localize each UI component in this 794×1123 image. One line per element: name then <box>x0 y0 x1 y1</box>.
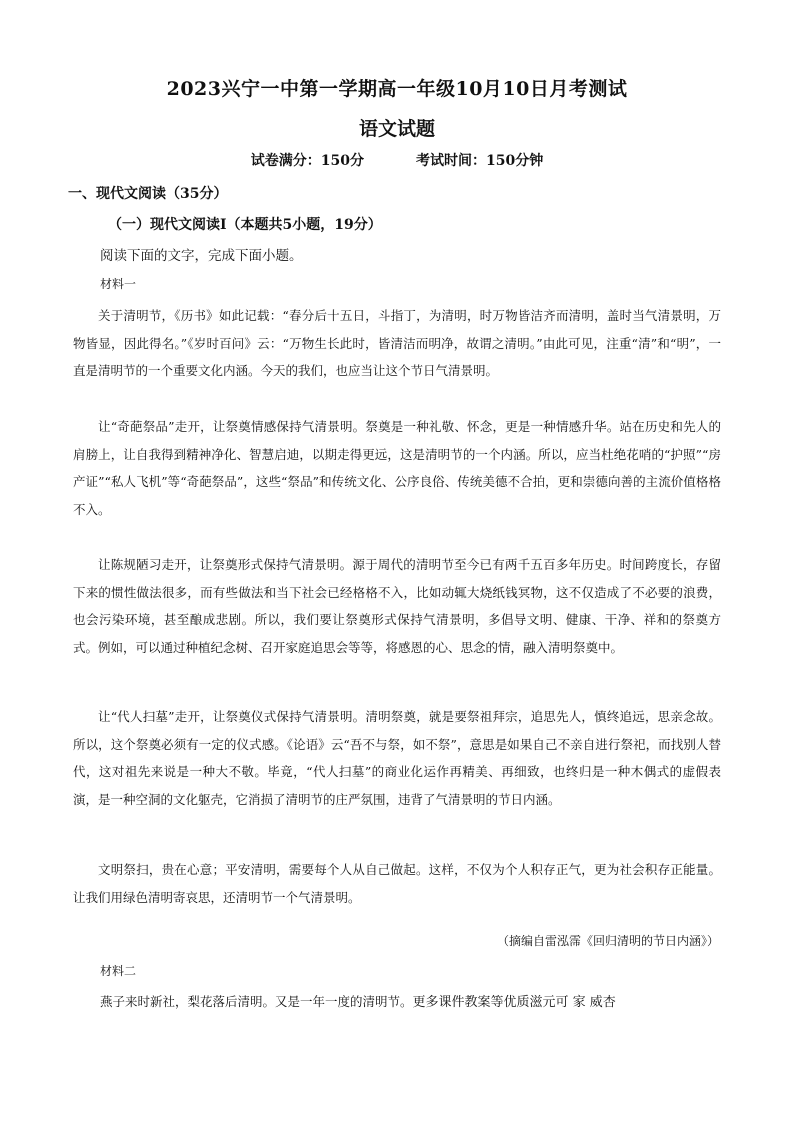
material-one-paragraph: 让“奇葩祭品”走开，让祭奠情感保持气清景明。祭奠是一种礼敬、怀念，更是一种情感升华。站在历史和先人的肩膀上，让自我得到精神净化、智慧启迪，以期走得更远，这是清明节的一个内涵。所以，应当杜绝花哨的“护照”“房产证”“私人飞机”等“奇葩祭品”，这些“祭品”和传统文化、公序良俗、传统美德不合拍，更和崇德向善的主流价值格格不入。 <box>73 419 721 518</box>
material-two-label: 材料二 <box>100 964 137 978</box>
full-score: 试卷满分：150分 <box>250 153 364 169</box>
material-one-label: 材料一 <box>100 277 137 291</box>
material-one-source: （摘编自雷泓霈《回归清明的节日内涵》） <box>496 934 719 948</box>
reading-instruction: 阅读下面的文字，完成下面小题。 <box>100 248 303 264</box>
exam-title: 2023兴宁一中第一学期高一年级10月10日月考测试 <box>166 78 628 100</box>
material-one-paragraph: 让“代人扫墓”走开，让祭奠仪式保持气清景明。清明祭奠，就是要祭祖拜宗，追思先人，慎终追远，思亲念故。所以，这个祭奠必须有一定的仪式感。《论语》云“吾不与祭，如不祭”，意思是如果自己不亲自进行祭祀，而找别人替代，这对祖先来说是一种大不敬。毕竟，“代人扫墓”的商业化运作再精美、再细致，也终归是一种木偶式的虚假表演，是一种空洞的文化躯壳，它消损了清明节的庄严氛围，违背了气清景明的节日内涵。 <box>73 709 721 808</box>
material-two-text: 燕子来时新社，梨花落后清明。又是一年一度的清明节。 <box>100 994 413 1009</box>
material-one-paragraph: 让陈规陋习走开，让祭奠形式保持气清景明。源于周代的清明节至今已有两千五百多年历史。时间跨度长，存留下来的惯性做法很多，而有些做法和当下社会已经格格不入，比如动辄大烧纸钱冥物，这不仅造成了不必要的浪费，也会污染环境，甚至酿成悲剧。所以，我们要让祭奠形式保持气清景明，多倡导文明、健康、干净、祥和的祭奠方式。例如，可以通过种植纪念树、召开家庭追思会等等，将感恩的心、思念的情，融入清明祭奠中。 <box>73 557 721 656</box>
section-heading: 一、现代文阅读（35分） <box>68 186 228 202</box>
subsection-heading: （一）现代文阅读Ⅰ（本题共5小题，19分） <box>108 217 382 233</box>
subject-title: 语文试题 <box>358 118 435 140</box>
material-one-paragraph: 关于清明节，《历书》如此记载：“春分后十五日，斗指丁，为清明，时万物皆洁齐而清明，盖时当气清景明，万物皆显，因此得名。”《岁时百问》云：“万物生长此时，皆清洁而明净，故谓之清明。”由此可见，注重“清”和“明”，一直是清明节的一个重要文化内涵。今天的我们，也应当让这个节日气清景明。 <box>73 308 721 379</box>
promo-text: 更多课件教案等优质滋元可 家 威杏 <box>412 995 616 1010</box>
exam-meta <box>0 150 794 170</box>
material-one-paragraph: 文明祭扫，贵在心意；平安清明，需要每个人从自己做起。这样，不仅为个人积存正气，更为社会积存正能量。让我们用绿色清明寄哀思，还清明节一个气清景明。 <box>73 862 721 905</box>
exam-time: 考试时间：150分钟 <box>416 153 544 169</box>
material-two-first-line <box>100 991 616 1010</box>
